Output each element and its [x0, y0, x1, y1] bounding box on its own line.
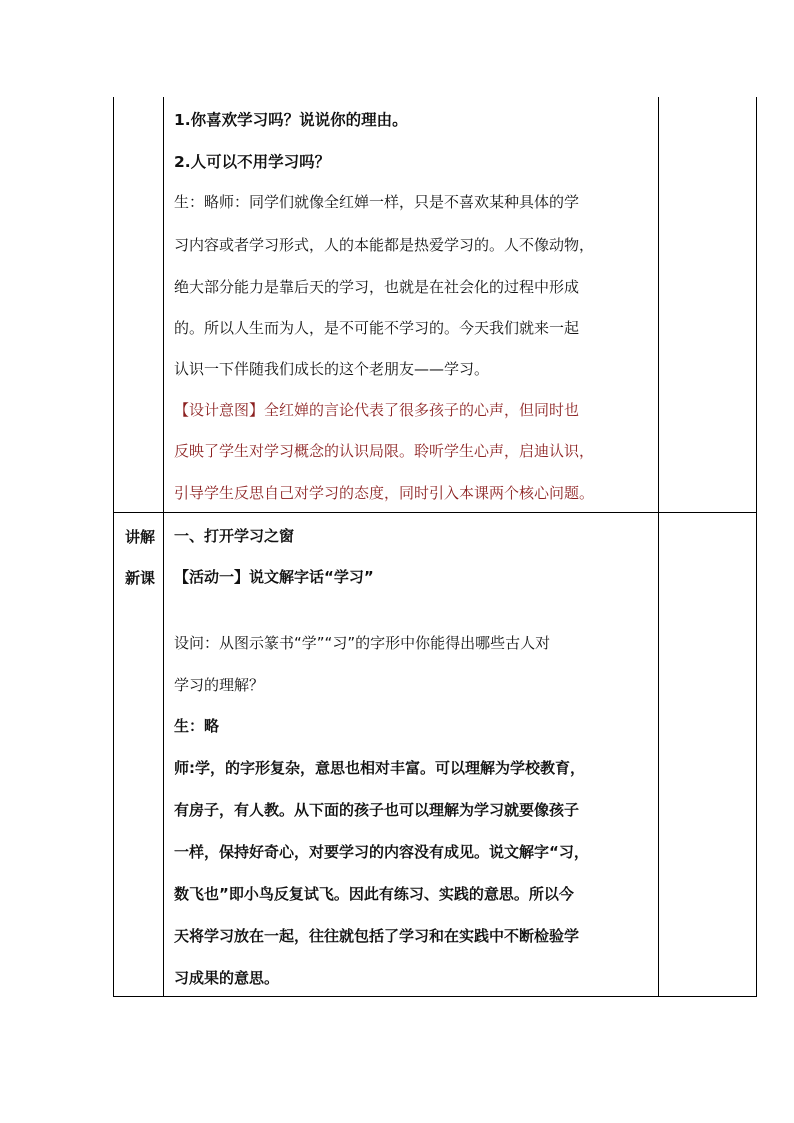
question-line: 设问：从图示篆书“学”“习”的字形中你能得出哪些古人对: [174, 634, 551, 652]
paragraph-line: 习内容或者学习形式，人的本能都是热爱学习的。人不像动物，: [174, 236, 595, 254]
teacher-line: 习成果的意思。: [174, 969, 280, 987]
table-border-left: [113, 97, 114, 997]
design-intent-line: 【设计意图】全红婵的言论代表了很多孩子的心声，但同时也: [174, 401, 580, 419]
teacher-line: 师:学，的字形复杂，意思也相对丰富。可以理解为学校教育，: [174, 759, 586, 777]
teacher-line: 数飞也”即小鸟反复试飞。因此有练习、实践的意思。所以今: [174, 885, 574, 903]
table-border-bottom: [113, 996, 757, 997]
question-1: 1.你喜欢学习吗？说说你的理由。: [174, 111, 408, 129]
design-intent-line: 反映了学生对学习概念的认识局限。聆听学生心声，启迪认识，: [174, 442, 595, 460]
section-heading: 一、打开学习之窗: [174, 527, 295, 545]
teacher-line: 天将学习放在一起，往往就包括了学习和在实践中不断检验学: [174, 927, 580, 945]
row-label-line-1: 讲解: [124, 528, 155, 546]
row-label-line-2: 新课: [124, 569, 155, 587]
question-2: 2.人可以不用学习吗？: [174, 153, 331, 171]
teacher-line: 一样，保持好奇心，对要学习的内容没有成见。说文解字“习，: [174, 843, 589, 861]
student-answer: 生：略: [174, 717, 220, 735]
table-column-divider-1: [163, 97, 164, 997]
question-line: 学习的理解？: [174, 676, 265, 694]
table-row-divider: [113, 512, 757, 513]
teacher-line: 有房子，有人教。从下面的孩子也可以理解为学习就要像孩子: [174, 801, 580, 819]
table-column-divider-2: [658, 97, 659, 997]
paragraph-line: 认识一下伴随我们成长的这个老朋友——学习。: [174, 360, 490, 378]
paragraph-line: 的。所以人生而为人，是不可能不学习的。今天我们就来一起: [174, 319, 580, 337]
paragraph-line: 生：略师：同学们就像全红婵一样，只是不喜欢某种具体的学: [174, 193, 580, 211]
activity-title: 【活动一】说文解字话“学习”: [174, 568, 374, 586]
table-border-right: [756, 97, 757, 997]
design-intent-line: 引导学生反思自己对学习的态度，同时引入本课两个核心问题。: [174, 484, 595, 502]
paragraph-line: 绝大部分能力是靠后天的学习，也就是在社会化的过程中形成: [174, 278, 580, 296]
